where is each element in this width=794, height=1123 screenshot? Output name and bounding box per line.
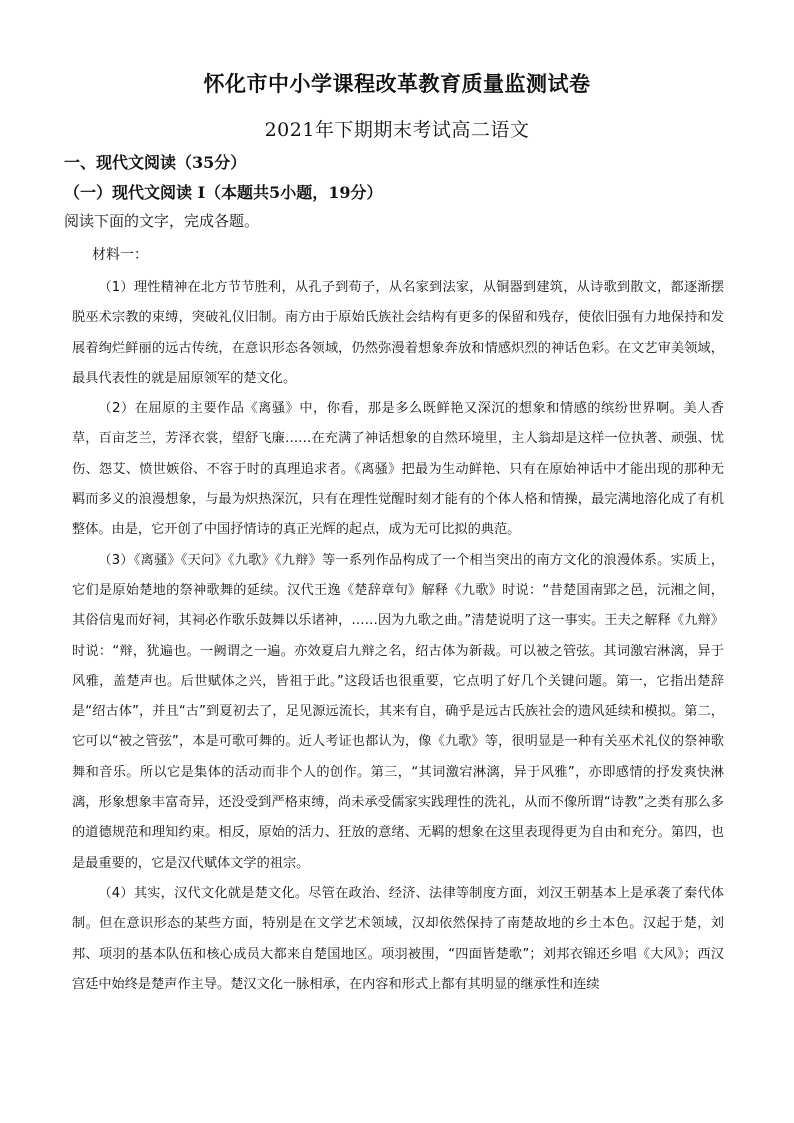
section-heading: 一、现代文阅读（35分） [64, 153, 247, 172]
subsection-heading: （一）现代文阅读 I（本题共5小题，19分） [64, 183, 383, 202]
reading-passage [72, 273, 724, 1000]
reading-instruction: 阅读下面的文字，完成各题。 [64, 212, 260, 230]
passage-paragraph-2: （2）在屈原的主要作品《离骚》中，你看，那是多么既鲜艳又深沉的想象和情感的缤纷世界啊。美人香草，百亩芝兰，芳泽衣裳，望舒飞廉……在充满了神话想象的自然环境里，主人翁却是这样一位执著、顽强、忧伤、怨艾、愤世嫉俗、不容于时的真理追求者。《离骚》把最为生动鲜艳、只有在原始神话中才能出现的那种无羁而多义的浪漫想象，与最为炽热深沉，只有在理性觉醒时刻才能有的个体人格和情操，最完满地溶化成了有机整体。由是，它开创了中国抒情诗的真正光辉的起点，成为无可比拟的典范。 [72, 401, 724, 538]
passage-paragraph-1: （1）理性精神在北方节节胜利，从孔子到荀子，从名家到法家，从铜器到建筑，从诗歌到散文，都逐渐摆脱巫术宗教的束缚，突破礼仪旧制。南方由于原始氏族社会结构有更多的保留和残存，使依旧强有力地保持和发展着绚烂鲜丽的远古传统，在意识形态各领域，仍然弥漫着想象奔放和情感炽烈的神话色彩。在文艺审美领域，最具代表性的就是屈原领军的楚文化。 [72, 280, 724, 386]
material-label: 材料一： [92, 247, 148, 263]
passage-paragraph-4: （4）其实，汉代文化就是楚文化。尽管在政治、经济、法律等制度方面，刘汉王朝基本上是承袭了秦代体制。但在意识形态的某些方面，特别是在文学艺术领域，汉却依然保持了南楚故地的乡土本色。汉起于楚，刘邦、项羽的基本队伍和核心成员大都来自楚国地区。项羽被围，“四面皆楚歌”；刘邦衣锦还乡唱《大风》；西汉宫廷中始终是楚声作主导。楚汉文化一脉相承，在内容和形式上都有其明显的继承性和连续 [72, 885, 724, 992]
passage-paragraph-3: （3）《离骚》《天问》《九歌》《九辩》等一系列作品构成了一个相当突出的南方文化的浪漫体系。实质上，它们是原始楚地的祭神歌舞的延续。汉代王逸《楚辞章句》解释《九歌》时说：“昔楚国南郢之邑，沅湘之间，其俗信鬼而好祠，其祠必作歌乐鼓舞以乐诸神，……因为九歌之曲。”清楚说明了这一事实。王夫之解释《九辩》时说：“辩，犹遍也。一阙谓之一遍。亦效夏启九辩之名，绍古体为新裁。可以被之管弦。其词激宕淋漓，异于风雅，盖楚声也。后世赋体之兴，皆祖于此。”这段话也很重要，它点明了好几个关键问题。第一，它指出楚辞是“绍古体”，并且“古”到夏初去了，足见源远流长，其来有自，确乎是远古氏族社会的遗风延续和模拟。第二，它可以“被之管弦”，本是可歌可舞的。近人考证也都认为，像《九歌》等，很明显是一种有关巫术礼仪的祭神歌舞和音乐。所以它是集体的活动而非个人的创作。第三，“其词激宕淋漓，异于风雅”，亦即感情的抒发爽快淋漓，形象想象丰富奇异，还没受到严格束缚，尚未承受儒家实践理性的洗礼，从而不像所谓“诗教”之类有那么多的道德规范和理知约束。相反，原始的活力、狂放的意绪、无羁的想象在这里表现得更为自由和充分。第四，也是最重要的，它是汉代赋体文学的祖宗。 [72, 552, 724, 871]
exam-title: 怀化市中小学课程改革教育质量监测试卷 [203, 71, 591, 96]
exam-subtitle: 2021年下期期末考试高二语文 [264, 119, 530, 141]
